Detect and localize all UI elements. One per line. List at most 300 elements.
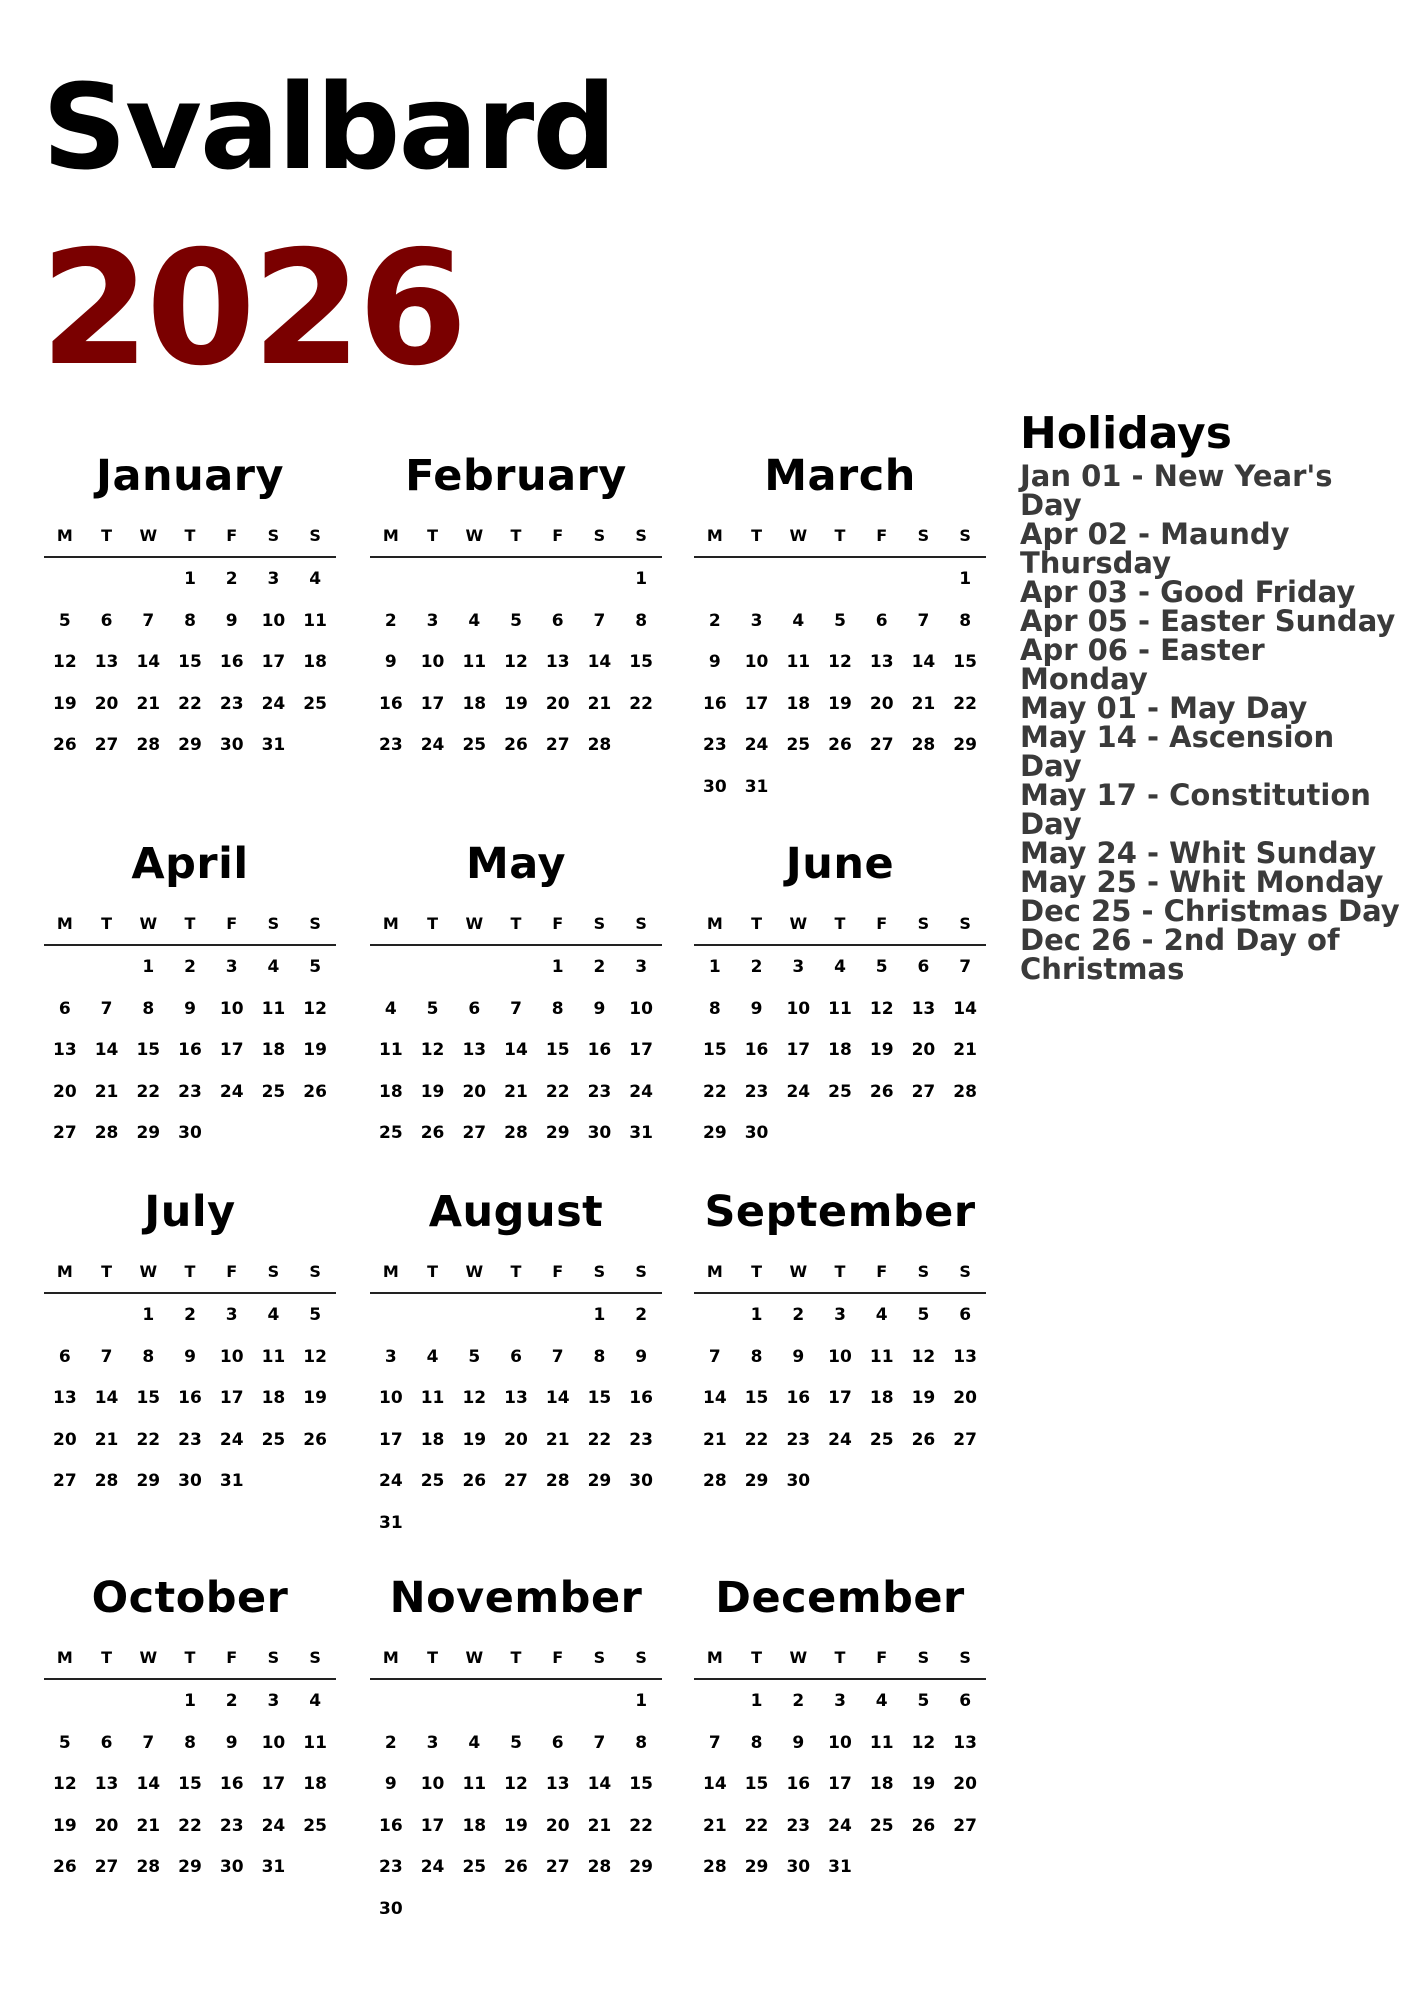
day-cell: 3 [834,1691,846,1711]
weekday-header: T [184,1648,196,1667]
day-cell: 2 [225,569,238,589]
weekday-header: W [139,1262,158,1281]
day-cell: 19 [911,1388,936,1408]
day-cell: 30 [703,776,727,797]
day-cell: 6 [959,1691,972,1711]
day-cell: 5 [510,610,522,631]
day-cell: 10 [420,652,445,672]
day-cell: 17 [261,652,286,672]
day-cell: 16 [786,1388,811,1408]
day-cell: 8 [750,1346,763,1367]
day-cell: 23 [786,1429,811,1450]
day-cell: 19 [504,693,528,714]
empty-day-cell [412,1690,454,1712]
weekday-header: F [876,1648,888,1667]
weekday-header-row [370,1262,662,1294]
holiday-item: Apr 02 - Maundy Thursday [1020,517,1290,580]
empty-day-cell [694,1304,736,1326]
day-cell: 11 [462,1774,487,1794]
day-cell: 4 [834,957,846,977]
day-cell: 29 [587,1471,612,1491]
weekday-header: W [789,1648,808,1667]
day-cell: 3 [834,1305,846,1325]
day-cell: 25 [462,1857,487,1877]
day-cell: 12 [869,998,894,1019]
weekday-header: T [834,1262,846,1281]
day-grid [44,1304,336,1512]
day-cell: 22 [136,1081,161,1102]
day-cell: 22 [587,1429,612,1450]
day-cell: 24 [379,1471,403,1491]
empty-day-cell [537,1304,579,1326]
weekday-header-row [44,914,336,946]
day-cell: 11 [462,652,487,672]
weekday-header: S [593,526,606,545]
day-cell: 22 [178,1815,202,1836]
empty-day-cell [819,568,861,590]
empty-day-cell [495,1304,537,1326]
day-cell: 23 [219,693,244,714]
holidays-panel [1020,408,1400,986]
weekday-header-row [44,1262,336,1294]
day-cell: 24 [261,693,286,714]
day-cell: 1 [750,1691,763,1711]
day-cell: 9 [184,1346,196,1367]
day-cell: 20 [953,1388,977,1408]
day-cell: 25 [379,1123,403,1143]
weekday-header-row [694,914,986,946]
empty-day-cell [495,956,537,978]
day-cell: 6 [959,1305,972,1325]
day-cell: 17 [828,1388,852,1408]
weekday-header: T [751,914,763,933]
day-cell: 18 [303,652,327,672]
holiday-item: Apr 05 - Easter Sunday [1020,604,1396,638]
weekday-header: F [876,526,888,545]
weekday-header: T [427,1648,439,1667]
day-cell: 20 [911,1040,936,1060]
day-cell: 9 [384,652,397,672]
day-cell: 6 [100,610,113,631]
day-cell: 5 [426,998,439,1019]
day-cell: 2 [384,610,397,631]
day-cell: 6 [100,1732,113,1753]
weekday-header: T [510,526,522,545]
day-cell: 26 [53,735,77,755]
weekday-header: T [751,526,763,545]
weekday-header: F [226,914,238,933]
weekday-header: T [834,914,846,933]
day-cell: 28 [136,1857,161,1877]
day-cell: 12 [828,652,852,672]
day-cell: 2 [593,957,606,977]
day-cell: 23 [178,1429,202,1450]
day-cell: 1 [635,1691,648,1711]
day-cell: 22 [136,1429,161,1450]
empty-day-cell [86,1304,128,1326]
day-cell: 18 [261,1040,286,1060]
day-cell: 8 [551,998,564,1019]
day-cell: 25 [869,1815,894,1836]
day-cell: 29 [136,1471,161,1491]
day-cell: 5 [309,957,322,977]
day-cell: 6 [551,1732,564,1753]
day-cell: 19 [504,1815,528,1836]
day-cell: 2 [708,610,721,631]
day-cell: 27 [53,1471,77,1491]
day-cell: 30 [178,1123,202,1143]
day-cell: 10 [629,998,653,1019]
day-cell: 19 [869,1040,894,1060]
day-cell: 23 [379,1857,403,1877]
empty-day-cell [453,956,495,978]
day-cell: 26 [504,1857,528,1877]
day-cell: 25 [303,693,327,714]
holiday-item: Apr 03 - Good Friday [1020,575,1356,609]
holiday-item: May 24 - Whit Sunday [1020,836,1377,870]
weekday-header: T [101,914,113,933]
day-cell: 12 [303,998,327,1019]
day-cell: 21 [545,1429,570,1450]
day-cell: 9 [593,998,606,1019]
month-name: March [764,451,916,501]
day-cell: 24 [261,1815,286,1836]
day-cell: 27 [94,735,119,755]
day-cell: 31 [261,1857,286,1877]
day-cell: 7 [708,1346,721,1367]
day-cell: 21 [703,1429,727,1450]
month-february [370,448,662,776]
empty-day-cell [412,568,454,590]
day-cell: 11 [303,1732,327,1753]
day-cell: 21 [94,1081,119,1102]
day-cell: 8 [142,1346,155,1367]
month-name: June [785,839,895,889]
day-cell: 12 [504,1774,528,1794]
weekday-header: T [510,914,522,933]
day-cell: 31 [629,1123,653,1143]
month-name: February [405,451,627,501]
day-cell: 24 [786,1081,811,1102]
day-cell: 10 [219,1346,244,1367]
day-cell: 25 [828,1081,852,1102]
day-cell: 20 [869,693,894,714]
day-grid [44,568,336,776]
empty-day-cell [495,1690,537,1712]
day-cell: 18 [303,1774,327,1794]
day-cell: 22 [703,1081,727,1102]
weekday-header: T [184,1262,196,1281]
day-cell: 27 [53,1123,77,1143]
day-cell: 19 [420,1081,445,1102]
calendar-year: 2026 [40,217,464,401]
month-december [694,1570,986,1898]
holiday-item: May 25 - Whit Monday [1020,865,1384,899]
empty-day-cell [370,568,412,590]
day-cell: 24 [744,735,769,755]
weekday-header: W [139,526,158,545]
day-cell: 25 [420,1471,445,1491]
day-cell: 22 [744,1429,769,1450]
month-name: December [715,1573,965,1623]
month-may [370,836,662,1164]
weekday-header: T [510,1648,522,1667]
month-name: October [91,1573,289,1623]
month-september [694,1184,986,1512]
day-cell: 24 [219,1429,244,1450]
day-cell: 9 [750,998,763,1019]
day-cell: 20 [462,1081,487,1102]
day-cell: 15 [178,652,202,672]
empty-day-cell [903,568,945,590]
month-april [44,836,336,1164]
day-cell: 15 [545,1040,570,1060]
weekday-header: S [635,1262,647,1281]
day-cell: 28 [504,1123,528,1143]
day-cell: 18 [462,693,487,714]
day-grid [694,568,986,817]
day-cell: 28 [911,735,936,755]
day-cell: 21 [911,693,936,714]
day-cell: 24 [420,735,445,755]
holiday-item: May 14 - Ascension Day [1020,720,1335,783]
empty-day-cell [86,1690,128,1712]
day-cell: 24 [828,1815,852,1836]
weekday-header: F [552,1262,564,1281]
day-cell: 17 [379,1429,403,1450]
month-october [44,1570,336,1898]
day-cell: 29 [744,1857,769,1877]
day-cell: 23 [587,1081,612,1102]
day-cell: 28 [94,1471,119,1491]
empty-day-cell [694,1690,736,1712]
day-grid [370,956,662,1164]
day-cell: 28 [587,735,612,755]
day-cell: 2 [184,1305,196,1325]
day-cell: 16 [786,1774,811,1794]
weekday-header-row [370,526,662,558]
day-cell: 11 [261,1346,286,1367]
day-cell: 15 [587,1388,612,1408]
month-name: January [96,451,284,501]
day-cell: 1 [551,957,564,977]
weekday-header: S [959,914,971,933]
day-cell: 31 [261,735,286,755]
day-grid [370,1690,662,1939]
weekday-header: T [184,526,196,545]
empty-day-cell [495,568,537,590]
day-cell: 4 [468,610,481,631]
holiday-item: May 17 - Constitution Day [1020,778,1371,841]
day-cell: 8 [708,998,721,1019]
day-cell: 10 [219,998,244,1019]
day-cell: 27 [869,735,894,755]
holiday-list [1020,459,1400,986]
day-cell: 13 [869,652,894,672]
day-cell: 21 [587,693,612,714]
empty-day-cell [44,1690,86,1712]
day-cell: 6 [551,610,564,631]
day-cell: 20 [94,1815,119,1836]
day-cell: 1 [184,1691,196,1711]
weekday-header: T [184,914,196,933]
day-cell: 3 [426,610,439,631]
day-cell: 10 [828,1346,852,1367]
day-cell: 31 [219,1471,244,1491]
day-cell: 5 [468,1346,481,1367]
day-cell: 13 [545,652,570,672]
weekday-header: S [959,1262,971,1281]
empty-day-cell [127,1690,169,1712]
day-grid [694,1690,986,1898]
weekday-header: F [226,526,238,545]
day-cell: 13 [545,1774,570,1794]
day-cell: 28 [703,1471,727,1491]
day-cell: 2 [635,1305,648,1325]
day-cell: 22 [629,1815,653,1836]
day-cell: 9 [708,652,721,672]
day-cell: 30 [786,1471,811,1491]
weekday-header: S [309,1262,321,1281]
day-cell: 18 [869,1774,894,1794]
day-cell: 1 [635,569,648,589]
weekday-header: S [917,914,930,933]
empty-day-cell [453,568,495,590]
weekday-header: T [427,1262,439,1281]
day-cell: 3 [225,1305,238,1325]
day-cell: 24 [828,1429,852,1450]
day-cell: 29 [629,1857,653,1877]
day-cell: 3 [750,610,763,631]
day-cell: 9 [792,1346,805,1367]
day-cell: 13 [953,1346,977,1367]
day-cell: 13 [94,652,119,672]
day-cell: 16 [219,652,244,672]
day-cell: 13 [504,1388,528,1408]
day-cell: 2 [184,957,196,977]
day-cell: 30 [786,1857,811,1877]
day-cell: 8 [142,998,155,1019]
empty-day-cell [412,1304,454,1326]
weekday-header: M [56,1648,73,1667]
day-cell: 30 [219,1857,244,1877]
weekday-header: M [382,1648,399,1667]
day-grid [694,956,986,1164]
day-cell: 11 [828,998,852,1019]
day-cell: 12 [53,1774,77,1794]
weekday-header: T [834,526,846,545]
day-cell: 13 [911,998,936,1019]
day-cell: 28 [94,1123,119,1143]
day-cell: 3 [792,957,805,977]
day-cell: 5 [510,1732,522,1753]
day-cell: 8 [593,1346,606,1367]
day-cell: 5 [834,610,846,631]
day-cell: 27 [545,1857,570,1877]
day-cell: 23 [629,1429,653,1450]
month-july [44,1184,336,1512]
weekday-header: S [267,1648,280,1667]
empty-day-cell [537,568,579,590]
weekday-header: W [139,914,158,933]
weekday-header: F [552,526,564,545]
day-cell: 7 [142,1732,155,1753]
weekday-header: S [593,914,606,933]
day-cell: 29 [178,735,202,755]
day-cell: 15 [744,1774,769,1794]
day-cell: 10 [261,1732,286,1753]
weekday-header: M [56,526,73,545]
day-cell: 2 [750,957,763,977]
holiday-item: Apr 06 - Easter Monday [1020,633,1265,696]
day-cell: 23 [379,735,403,755]
weekday-header: S [309,526,321,545]
day-cell: 17 [828,1774,852,1794]
empty-day-cell [44,1304,86,1326]
day-cell: 12 [462,1388,487,1408]
weekday-header: M [706,1262,723,1281]
weekday-header-row [370,1648,662,1680]
holiday-item: Dec 25 - Christmas Day [1020,894,1400,928]
day-cell: 27 [953,1815,977,1836]
month-name: November [389,1573,643,1623]
empty-day-cell [694,568,736,590]
day-cell: 27 [953,1429,977,1450]
day-cell: 30 [178,1471,202,1491]
day-cell: 14 [703,1774,727,1794]
weekday-header: F [226,1262,238,1281]
day-cell: 6 [510,1346,522,1367]
day-cell: 3 [426,1732,439,1753]
day-cell: 14 [703,1388,727,1408]
day-cell: 20 [953,1774,977,1794]
empty-day-cell [370,1690,412,1712]
empty-day-cell [86,568,128,590]
day-cell: 2 [225,1691,238,1711]
weekday-header-row [694,1262,986,1294]
empty-day-cell [537,1690,579,1712]
day-cell: 17 [420,1815,445,1836]
day-cell: 9 [225,610,238,631]
day-cell: 11 [420,1388,445,1408]
day-cell: 6 [875,610,888,631]
month-name: August [428,1187,604,1237]
weekday-header: M [382,1262,399,1281]
day-cell: 15 [629,1774,653,1794]
day-cell: 30 [629,1471,653,1491]
day-cell: 4 [875,1305,888,1325]
day-cell: 21 [136,1815,161,1836]
empty-day-cell [86,956,128,978]
weekday-header: T [510,1262,522,1281]
empty-day-cell [370,956,412,978]
day-cell: 25 [869,1429,894,1450]
weekday-header: F [876,914,888,933]
month-june [694,836,986,1164]
day-cell: 20 [545,693,570,714]
day-cell: 1 [750,1305,763,1325]
day-cell: 17 [744,693,769,714]
month-march [694,448,986,817]
day-cell: 7 [100,1346,113,1367]
weekday-header: W [789,914,808,933]
day-cell: 23 [786,1815,811,1836]
day-cell: 10 [828,1732,852,1753]
day-cell: 23 [178,1081,202,1102]
day-cell: 4 [267,957,280,977]
day-cell: 5 [917,1305,930,1325]
day-cell: 8 [635,610,648,631]
